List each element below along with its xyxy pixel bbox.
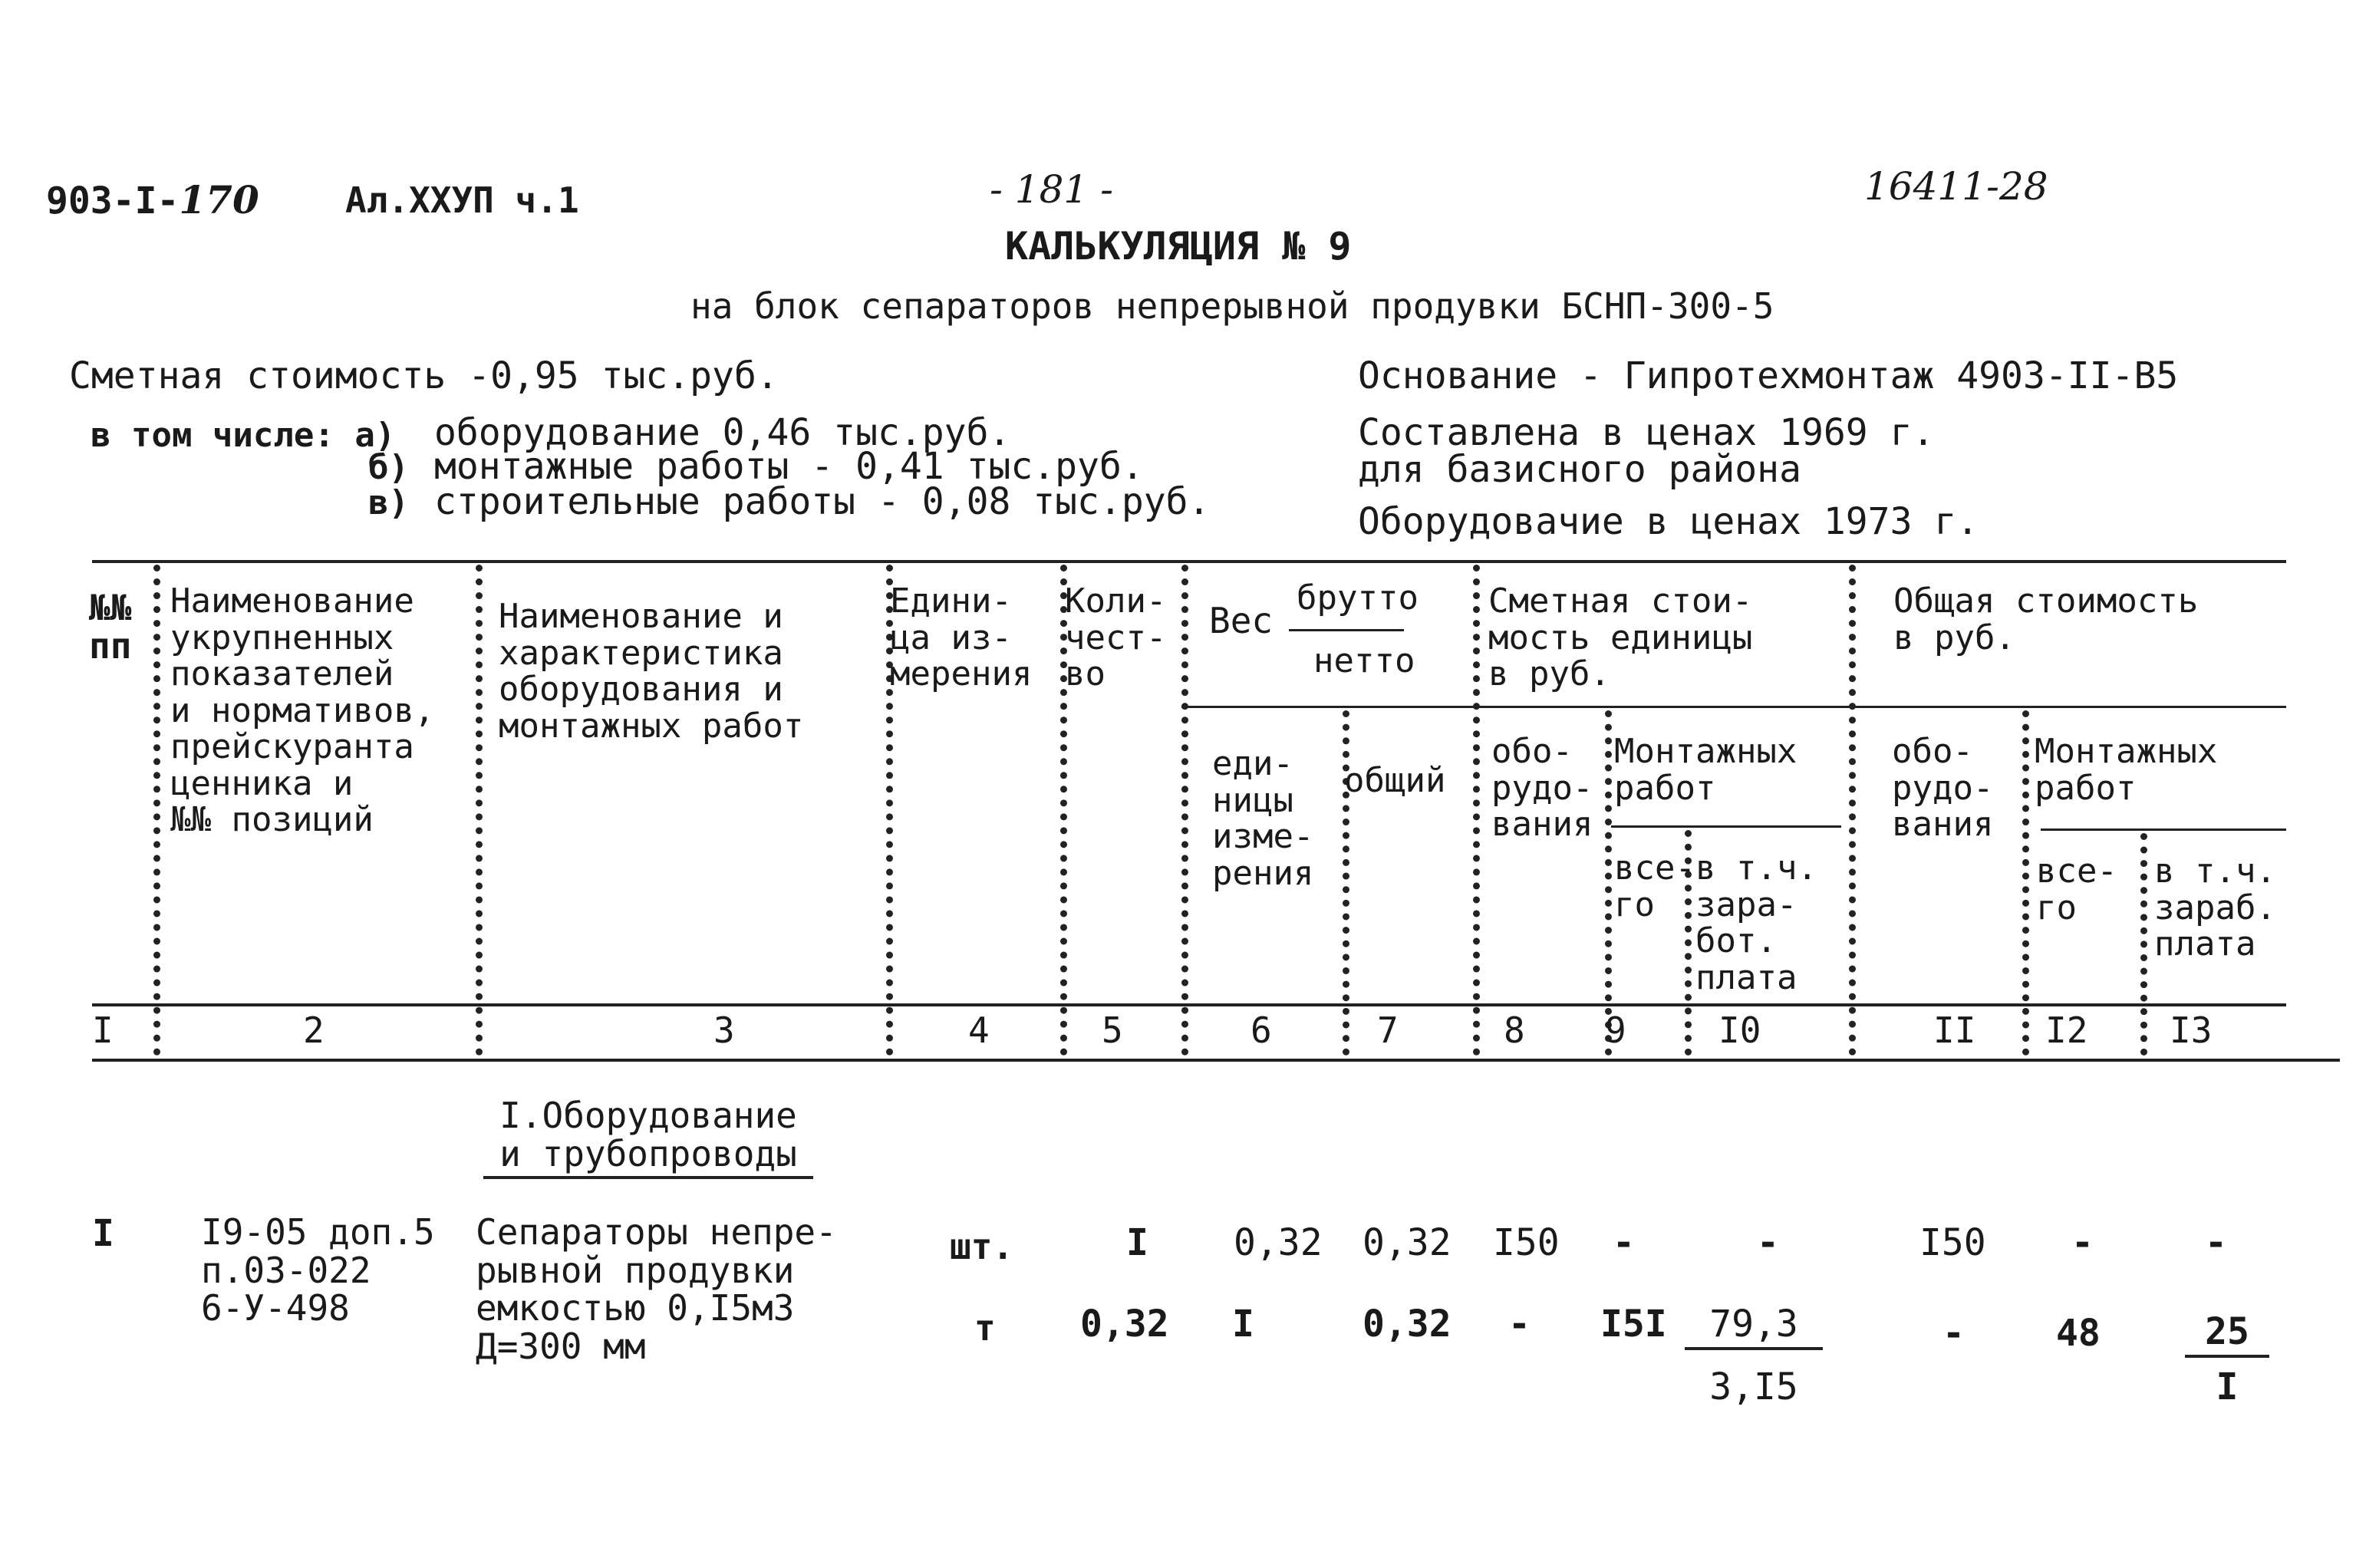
section-title: I.Оборудование и трубопроводы [483, 1097, 813, 1179]
column-number: 3 [713, 1010, 735, 1051]
cost-installation: монтажные работы - 0,41 тыс.руб. [434, 445, 1144, 488]
row-unit-cost-equipment-ton: - [1508, 1303, 1531, 1346]
column-number: 2 [303, 1010, 325, 1051]
unit-mont-rule [1611, 825, 1841, 828]
row-weight-total-ton: 0,32 [1363, 1303, 1451, 1346]
col-sep-12 [2140, 833, 2147, 1056]
row-unit-cost-installation: - [1613, 1221, 1635, 1264]
header-unit-cost-installation: Монтажных работ [1614, 732, 1797, 808]
header-total-cost-installation-total: все- го [2036, 852, 2117, 927]
base-region: для базисного района [1358, 448, 1801, 491]
col-sep-8 [1605, 710, 1612, 1056]
row-weight-per-unit-pcs: 0,32 [1234, 1221, 1323, 1264]
header-row-number: №№ пп [89, 587, 132, 667]
column-number: 6 [1250, 1010, 1272, 1051]
column-number: I0 [1718, 1010, 1761, 1051]
column-number: 8 [1504, 1010, 1525, 1051]
header-quantity: Коли- чест- во [1065, 581, 1167, 694]
header-unit-cost-equipment: обо- рудо- вания [1491, 732, 1593, 845]
marker-c: в) [368, 483, 409, 522]
row-quantity-pcs: I [1126, 1221, 1148, 1264]
equipment-prices-year: Оборудовачие в ценах 1973 г. [1358, 500, 1979, 543]
column-number: 9 [1605, 1010, 1626, 1051]
cost-equipment: оборудование 0,46 тыс.руб. [434, 411, 1011, 454]
col-sep-2 [476, 565, 483, 1056]
registration-number: 16411-28 [1864, 164, 2048, 209]
row-total-wages-numerator: 25 [2185, 1313, 2269, 1358]
row-total-wages-denominator: I [2216, 1365, 2239, 1408]
album-label-text: Ал.XXУП ч.1 [345, 180, 579, 221]
row-unit-ton: т [974, 1307, 996, 1349]
row-unit-cost-equipment: I50 [1493, 1221, 1560, 1264]
row-unit-cost-wages-denominator: 3,I5 [1709, 1365, 1798, 1408]
header-total-cost: Общая стоимость в руб. [1893, 581, 2199, 657]
header-weight: Вес [1209, 600, 1274, 641]
header-total-cost-wages: в т.ч. зараб. плата [2154, 852, 2276, 964]
document-code-printed: 903-I- [46, 180, 180, 222]
header-equipment-name: Наименование и характеристика оборудования и монтажных работ [499, 597, 804, 746]
header-unit-cost: Сметная стои- мость единицы в руб. [1488, 581, 1753, 694]
header-netto: нетто [1313, 641, 1415, 680]
prices-year: Составлена в ценах 1969 г. [1358, 411, 1935, 454]
col-sep-7 [1473, 565, 1480, 1056]
column-numbers-top-rule [92, 1003, 2286, 1006]
row-norm-code: I9-05 доп.5 п.03-022 6-У-498 [201, 1211, 435, 1329]
row-number: I [92, 1212, 114, 1255]
column-number: 5 [1102, 1010, 1123, 1051]
header-total-cost-installation: Монтажных работ [2035, 732, 2218, 808]
column-number: I3 [2170, 1010, 2213, 1051]
header-total-cost-equipment: обо- рудо- вания [1892, 732, 1994, 845]
row-total-installation-ton: 48 [2056, 1312, 2101, 1355]
column-number: II [1933, 1010, 1976, 1051]
row-unit-cost-wages-numerator: 79,3 [1685, 1306, 1823, 1350]
row-weight-per-unit-ton: I [1232, 1303, 1254, 1346]
header-weight-per-unit: еди- ницы изме- рения [1212, 744, 1314, 893]
header-brutto: брутто [1297, 578, 1419, 618]
row-quantity-ton: 0,32 [1080, 1303, 1169, 1346]
subheader-rule [1181, 706, 2286, 708]
col-sep-5 [1181, 565, 1188, 1056]
row-total-equipment-ton: - [1942, 1312, 1965, 1355]
table-top-rule [92, 560, 2286, 563]
total-mont-rule [2041, 828, 2286, 831]
row-weight-total-pcs: 0,32 [1363, 1221, 1451, 1264]
brutto-netto-rule [1289, 629, 1404, 631]
header-unit: Едини- ца из- мерения [890, 581, 1033, 694]
row-unit-pcs: шт. [950, 1226, 1014, 1267]
document-code-handwritten: 170 [179, 177, 259, 222]
column-number: 4 [968, 1010, 990, 1051]
header-unit-cost-installation-total: все- го [1614, 848, 1695, 924]
row-total-wages: - [2205, 1221, 2227, 1264]
including-prefix: в том числе: а) [91, 416, 396, 455]
col-sep-11 [2022, 710, 2029, 1056]
col-sep-10 [1849, 565, 1856, 1056]
basis: Основание - Гипротехмонтаж 4903-II-В5 [1358, 354, 2179, 397]
estimated-cost: Сметная стоимость -0,95 тыс.руб. [69, 354, 779, 397]
column-numbers-bottom-rule [92, 1059, 2340, 1062]
column-number: I2 [2045, 1010, 2088, 1051]
document-code [46, 177, 259, 222]
row-unit-cost-wages: - [1757, 1221, 1779, 1264]
row-total-installation: - [2071, 1221, 2094, 1264]
column-number: I [92, 1010, 114, 1051]
page-number: - 181 - [990, 167, 1114, 212]
page-title: КАЛЬКУЛЯЦИЯ № 9 [1005, 224, 1352, 268]
album-label [345, 180, 579, 221]
row-equipment-name: Сепараторы непре- рывной продувки емкостью 0,I5м3 Д=300 мм [476, 1211, 837, 1368]
header-unit-cost-wages: в т.ч. зара- бот. плата [1695, 848, 1817, 997]
row-total-equipment: I50 [1919, 1221, 1986, 1264]
marker-b: б) [368, 448, 409, 487]
col-sep-1 [153, 565, 160, 1056]
header-norm-positions: Наименование укрупненных показателей и нормативов, прейскуранта ценника и №№ позиций [170, 581, 435, 840]
column-number: 7 [1377, 1010, 1399, 1051]
page-subtitle: на блок сепараторов непрерывной продувки БСНП-300-5 [690, 285, 1774, 327]
header-weight-total: общий [1344, 761, 1446, 800]
row-unit-cost-installation-ton: I5I [1600, 1303, 1667, 1346]
cost-construction: строительные работы - 0,08 тыс.руб. [434, 480, 1211, 523]
